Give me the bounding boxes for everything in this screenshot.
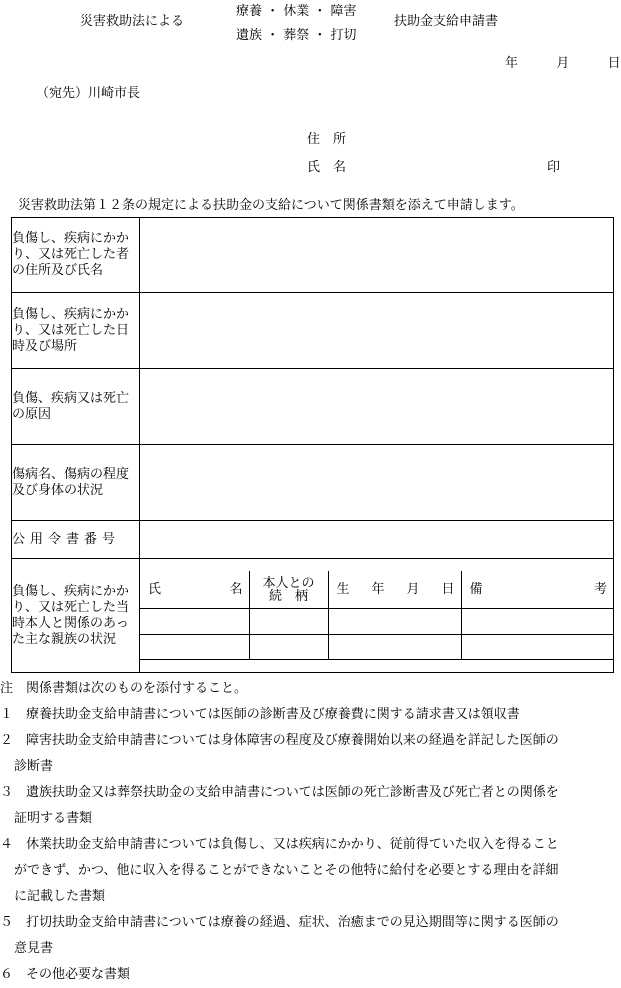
label-official-order-number: 公用令書番号 [12,521,140,559]
date-day-label: 日 [607,56,621,71]
header-relationship-line-1: 本人との [262,575,315,591]
family-row-1-relationship[interactable] [249,608,328,634]
note-5: ５ 打切扶助金支給申請書については療養の経過、症状、治癒までの見込期間等に関する医師の [0,915,559,930]
family-row-3-relationship[interactable] [249,659,328,660]
header-birthdate-c: 月 [406,582,420,597]
note-1: １ 療養扶助金支給申請書については医師の診断書及び療養費に関する請求書又は領収書 [0,707,520,722]
benefit-types-line-1: 療養 ・ 休業 ・ 障害 [236,4,357,19]
header-family-name-a: 氏 [148,582,162,597]
family-row-1-birthdate[interactable] [328,608,461,634]
applicant-name-label: 氏 名 [307,160,347,175]
family-row-2-name[interactable] [140,634,249,659]
note-4-continued-2: に記載した書類 [14,889,106,904]
note-6: ６ その他必要な書類 [0,967,131,982]
header-remarks [461,571,613,608]
date-month-label: 月 [556,56,570,71]
family-row-2-birthdate[interactable] [328,634,461,659]
family-row-1-remarks[interactable] [461,608,613,634]
note-4: ４ 休業扶助金支給申請書については負傷し、又は疾病にかかり、従前得ていた収入を得ること [0,837,559,852]
label-injury-datetime-place: 負傷し、疾病にかかり、又は死亡した日時及び場所 [12,293,140,369]
attachment-notes [0,676,612,988]
application-statement: 災害救助法第１２条の規定による扶助金の支給について関係書類を添えて申請します。 [18,198,524,213]
field-injured-person-address-name[interactable] [140,218,614,293]
family-row-2-relationship[interactable] [249,634,328,659]
title-prefix: 災害救助法による [80,14,185,29]
header-birthdate [328,571,461,608]
header-birthdate-a: 生 [336,582,350,597]
title-suffix: 扶助金支給申請書 [394,14,499,29]
seal-mark: 印 [547,160,561,175]
addressee: （宛先）川崎市長 [36,86,141,101]
note-4-continued-1: ができず、かつ、他に収入を得ることができないことその他特に給付を必要とする理由を詳細 [14,863,559,878]
header-family-name-b: 名 [229,582,243,597]
label-injured-person-address-name: 負傷し、疾病にかかり、又は死亡した者の住所及び氏名 [12,218,140,293]
date-year-label: 年 [505,56,519,71]
family-status-grid [140,559,614,673]
family-row-2-remarks[interactable] [461,634,613,659]
note-intro: 注 関係書類は次のものを添付すること。 [0,681,248,696]
label-injury-cause: 負傷、疾病又は死亡の原因 [12,369,140,445]
note-3: ３ 遺族扶助金又は葬祭扶助金の支給申請書については医師の死亡診断書及び死亡者との関係を [0,785,559,800]
header-remarks-b: 考 [593,582,607,597]
field-diagnosis-condition[interactable] [140,445,614,521]
label-diagnosis-condition: 傷病名、傷病の程度及び身体の状況 [12,445,140,521]
family-row-3-birthdate[interactable] [328,659,461,660]
benefit-types-line-2: 遺族 ・ 葬祭 ・ 打切 [236,28,357,43]
field-injury-datetime-place[interactable] [140,293,614,369]
header-birthdate-d: 日 [441,582,455,597]
family-table [140,571,613,660]
note-5-continued: 意見書 [14,941,54,956]
header-relationship-line-2: 続 柄 [268,588,308,604]
family-row-1-name[interactable] [140,608,249,634]
benefit-types [236,0,357,48]
header-relationship [249,571,328,608]
note-3-continued: 証明する書類 [14,811,93,826]
application-form-table [11,217,614,673]
family-row-3-remarks[interactable] [461,659,613,660]
header-remarks-a: 備 [469,582,483,597]
note-2: ２ 障害扶助金支給申請書については身体障害の程度及び療養開始以来の経過を詳記した医師の [0,733,559,748]
label-family-status: 負傷し、疾病にかかり、又は死亡した当時本人と関係のあった主な親族の状況 [12,559,140,673]
header-family-name [140,571,249,608]
header-birthdate-b: 年 [371,582,385,597]
applicant-address-label: 住 所 [307,132,347,147]
family-row-3-name[interactable] [140,659,249,660]
note-2-continued: 診断書 [14,759,54,774]
field-official-order-number[interactable] [140,521,614,559]
field-injury-cause[interactable] [140,369,614,445]
date-line [505,52,621,71]
